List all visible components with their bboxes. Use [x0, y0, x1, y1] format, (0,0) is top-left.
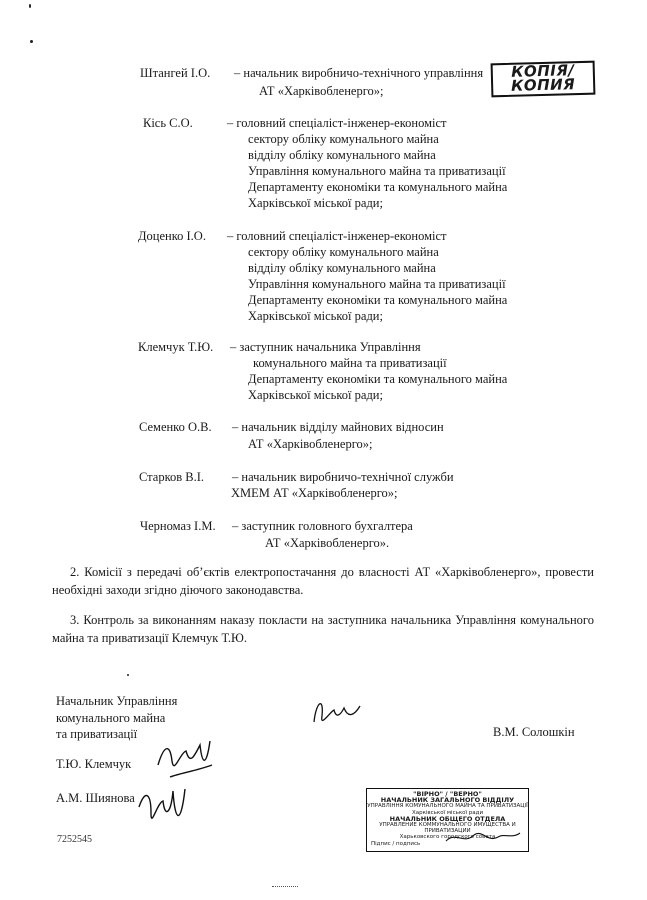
copy-stamp-line1: КОПІЯ/: [510, 61, 575, 81]
signatory-klemchuk: Т.Ю. Клемчук: [56, 757, 132, 771]
member-name: Доценко І.О.: [138, 229, 206, 243]
verno-stamp: [366, 788, 529, 852]
member-role-line: сектору обліку комунального майна: [248, 132, 439, 146]
member-role-line: Управління комунального майна та приватизації: [248, 277, 506, 291]
verno-stamp-line: "ВІРНО" / "ВЕРНО": [413, 790, 482, 798]
signatory-title-line: комунального майна: [56, 711, 166, 725]
verno-stamp-line: НАЧАЛЬНИК ЗАГАЛЬНОГО ВІДДІЛУ: [380, 796, 515, 805]
document-number: 7252545: [57, 834, 92, 845]
signatory-title-line: та приватизації: [56, 727, 138, 741]
scan-speck: [29, 4, 31, 8]
signature-klemchuk: [150, 735, 220, 790]
member-role-line: Департаменту економіки та комунального майна: [248, 293, 508, 307]
copy-stamp: [491, 61, 596, 98]
verno-stamp-line: Харківської міської ради: [411, 809, 484, 816]
member-role-line: відділу обліку комунального майна: [248, 148, 436, 162]
verno-stamp-line: УПРАВЛІННЯ КОМУНАЛЬНОГО МАЙНА ТА ПРИВАТИЗАЦІЇ: [367, 803, 528, 810]
signatory-soloshkin: В.М. Солошкін: [493, 725, 575, 739]
member-role-line: ХМЕМ АТ «Харківобленерго»;: [231, 486, 398, 500]
copy-stamp-line2: КОПИЯ: [510, 75, 576, 95]
verno-stamp-signature-label: Підпис / подпись: [371, 840, 421, 847]
signature-shiyanova: [133, 783, 193, 843]
member-role-line: – начальник виробничо-технічного управління: [234, 66, 484, 80]
signature-soloshkin: [308, 692, 368, 732]
member-name: Старков В.І.: [139, 470, 205, 484]
member-role-line: – головний спеціаліст-інженер-економіст: [227, 229, 447, 243]
member-role-line: комунального майна та приватизації: [253, 356, 447, 370]
scan-speck: [30, 40, 33, 43]
member-role-line: – начальник відділу майнових відносин: [232, 420, 444, 434]
member-name: Клемчук Т.Ю.: [138, 340, 214, 354]
paragraph-3: 3. Контроль за виконанням наказу покласти на заступника начальника Управління комунального майна та приватизації Клемчук Т.Ю.: [52, 613, 594, 645]
member-role-line: сектору обліку комунального майна: [248, 245, 439, 259]
member-role-line: – заступник головного бухгалтера: [232, 519, 413, 533]
member-role-line: Департаменту економіки та комунального майна: [248, 372, 508, 386]
member-role-line: Харківської міської ради;: [248, 388, 383, 402]
signatory-shiyanova: А.М. Шиянова: [56, 791, 135, 805]
member-role-line: – заступник начальника Управління: [230, 340, 421, 354]
verno-stamp-line: НАЧАЛЬНИК ОБЩЕГО ОТДЕЛА: [389, 814, 506, 823]
signatory-title-line: Начальник Управління: [56, 694, 178, 708]
member-role-line: АТ «Харківобленерго»;: [259, 84, 384, 98]
member-role-line: АТ «Харківобленерго»;: [248, 437, 373, 451]
member-role-line: Харківської міської ради;: [248, 309, 383, 323]
verno-stamp-line: Харьковского городского совета: [399, 834, 496, 841]
scan-speck: [127, 674, 129, 676]
scan-mark: [272, 880, 298, 887]
verno-stamp-line: УПРАВЛЕНИЕ КОММУНАЛЬНОГО ИМУЩЕСТВА И ПРИВАТИЗАЦИИ: [379, 822, 516, 835]
member-name: Семенко О.В.: [139, 420, 212, 434]
member-role-line: Управління комунального майна та приватизації: [248, 164, 506, 178]
member-name: Черномаз І.М.: [140, 519, 216, 533]
member-role-line: відділу обліку комунального майна: [248, 261, 436, 275]
member-role-line: – головний спеціаліст-інженер-економіст: [227, 116, 447, 130]
member-role-line: – начальник виробничо-технічної служби: [232, 470, 454, 484]
member-role-line: Харківської міської ради;: [248, 196, 383, 210]
member-role-line: АТ «Харківобленерго».: [265, 536, 390, 550]
paragraph-2: 2. Комісії з передачі об’єктів електропостачання до власності АТ «Харківобленерго», провести необхідні заходи згідно діючого законодавства.: [52, 565, 594, 597]
verno-stamp-signature: [442, 827, 522, 849]
member-role-line: Департаменту економіки та комунального майна: [248, 180, 508, 194]
member-name: Штангей І.О.: [140, 66, 211, 80]
member-name: Кісь С.О.: [143, 116, 193, 130]
